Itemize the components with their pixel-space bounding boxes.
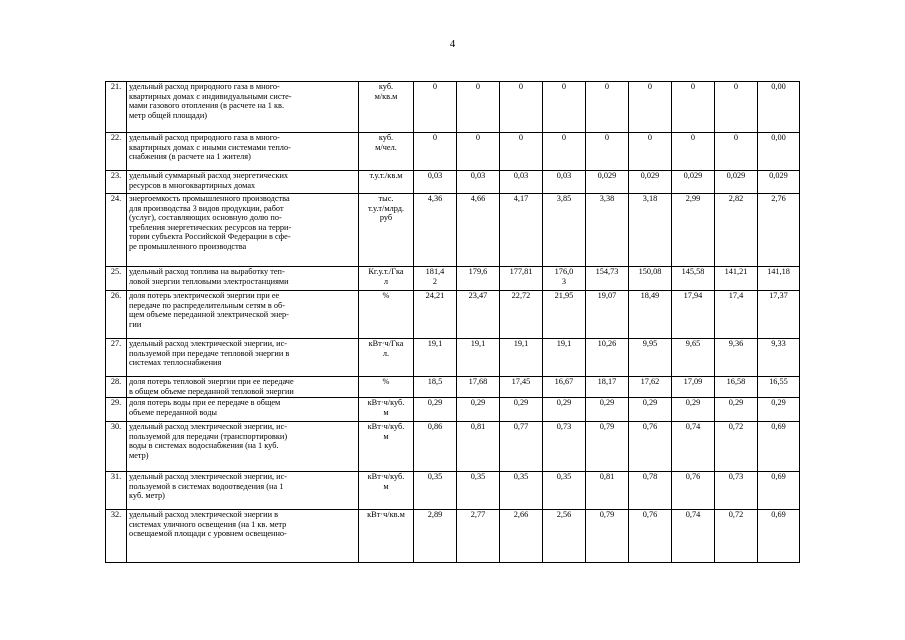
table-row: [106, 291, 800, 339]
value-cell: 4,36: [414, 194, 457, 267]
value-cell: 0: [715, 133, 758, 171]
value-cell: 3,85: [543, 194, 586, 267]
unit-cell: тыс. т.у.т/млрд. руб: [359, 194, 414, 267]
unit-cell: кВт·ч/куб. м: [359, 398, 414, 422]
indicators-table: [105, 81, 800, 563]
row-number: 27.: [106, 339, 127, 377]
value-cell: 0: [629, 133, 672, 171]
value-cell: 0,69: [758, 472, 800, 510]
table-row: [106, 82, 800, 133]
value-cell: 19,1: [414, 339, 457, 377]
value-cell: 0: [672, 82, 715, 133]
indicator-description: удельный расход электрической энергии, ис- пользуемой для передачи (транспортировки) воды в системах водоснабжения (на 1 куб. метр): [127, 422, 359, 472]
value-cell: 0: [543, 82, 586, 133]
value-cell: 0,29: [672, 398, 715, 422]
value-cell: 0,35: [457, 472, 500, 510]
value-cell: 0,00: [758, 133, 800, 171]
indicator-description: доля потерь тепловой энергии при ее передаче в общем объеме переданной тепловой энергии: [127, 377, 359, 398]
unit-cell: кВт·ч/куб. м: [359, 472, 414, 510]
table-row: [106, 171, 800, 194]
value-cell: 0,35: [543, 472, 586, 510]
value-cell: 0: [543, 133, 586, 171]
value-cell: 21,95: [543, 291, 586, 339]
unit-cell: %: [359, 291, 414, 339]
value-cell: 17,09: [672, 377, 715, 398]
indicator-description: доля потерь воды при ее передаче в общем объеме переданной воды: [127, 398, 359, 422]
unit-cell: т.у.т./кв.м: [359, 171, 414, 194]
value-cell: 0,029: [715, 171, 758, 194]
value-cell: 18,5: [414, 377, 457, 398]
value-cell: 0,76: [629, 422, 672, 472]
value-cell: 0,29: [715, 398, 758, 422]
value-cell: 0,72: [715, 422, 758, 472]
unit-cell: Кг.у.т./Гка л: [359, 267, 414, 291]
value-cell: 17,45: [500, 377, 543, 398]
table-row: [106, 194, 800, 267]
value-cell: 150,08: [629, 267, 672, 291]
value-cell: 0,29: [586, 398, 629, 422]
indicator-description: удельный расход электрической энергии, ис- пользуемой при передаче тепловой энергии в системах теплоснабжения: [127, 339, 359, 377]
value-cell: 0,29: [500, 398, 543, 422]
unit-cell: %: [359, 377, 414, 398]
value-cell: 3,38: [586, 194, 629, 267]
row-number: 21.: [106, 82, 127, 133]
unit-cell: куб. м/чел.: [359, 133, 414, 171]
value-cell: 0,76: [629, 510, 672, 563]
value-cell: 0: [586, 133, 629, 171]
value-cell: 0,029: [758, 171, 800, 194]
table-row: [106, 133, 800, 171]
value-cell: 18,49: [629, 291, 672, 339]
value-cell: 9,95: [629, 339, 672, 377]
page-number: 4: [449, 38, 456, 50]
value-cell: 0,81: [457, 422, 500, 472]
value-cell: 0,81: [586, 472, 629, 510]
value-cell: 141,18: [758, 267, 800, 291]
value-cell: 16,67: [543, 377, 586, 398]
value-cell: 0: [414, 133, 457, 171]
value-cell: 0,03: [414, 171, 457, 194]
unit-cell: кВт·ч/Гка л.: [359, 339, 414, 377]
table-row: [106, 510, 800, 563]
value-cell: 177,81: [500, 267, 543, 291]
value-cell: 0: [500, 133, 543, 171]
value-cell: 0,69: [758, 422, 800, 472]
value-cell: 0: [672, 133, 715, 171]
table-row: [106, 472, 800, 510]
value-cell: 0,29: [758, 398, 800, 422]
row-number: 25.: [106, 267, 127, 291]
value-cell: 4,66: [457, 194, 500, 267]
value-cell: 0: [715, 82, 758, 133]
value-cell: 0,69: [758, 510, 800, 563]
value-cell: 0,35: [500, 472, 543, 510]
value-cell: 0,78: [629, 472, 672, 510]
value-cell: 0,74: [672, 510, 715, 563]
value-cell: 0,029: [586, 171, 629, 194]
value-cell: 0: [629, 82, 672, 133]
value-cell: 0: [457, 82, 500, 133]
value-cell: 0,29: [414, 398, 457, 422]
value-cell: 145,58: [672, 267, 715, 291]
value-cell: 2,82: [715, 194, 758, 267]
value-cell: 0,03: [500, 171, 543, 194]
indicator-description: удельный суммарный расход энергетических ресурсов в многоквартирных домах: [127, 171, 359, 194]
value-cell: 2,66: [500, 510, 543, 563]
value-cell: 17,68: [457, 377, 500, 398]
value-cell: 0,29: [543, 398, 586, 422]
value-cell: 0,76: [672, 472, 715, 510]
value-cell: 9,36: [715, 339, 758, 377]
value-cell: 9,65: [672, 339, 715, 377]
value-cell: 0,86: [414, 422, 457, 472]
value-cell: 19,1: [500, 339, 543, 377]
table-row: [106, 267, 800, 291]
row-number: 24.: [106, 194, 127, 267]
value-cell: 16,55: [758, 377, 800, 398]
indicator-description: доля потерь электрической энергии при ее передаче по распределительным сетям в об- щем объеме переданной электрической энер- гии: [127, 291, 359, 339]
value-cell: 0,29: [629, 398, 672, 422]
value-cell: 9,33: [758, 339, 800, 377]
value-cell: 0: [457, 133, 500, 171]
value-cell: 2,89: [414, 510, 457, 563]
value-cell: 0,73: [543, 422, 586, 472]
value-cell: 0,72: [715, 510, 758, 563]
indicator-description: удельный расход природного газа в много- квартирных домах с индивидуальными систе- мами газового отопления (в расчете на 1 кв. метр общей площади): [127, 82, 359, 133]
value-cell: 0,77: [500, 422, 543, 472]
value-cell: 17,62: [629, 377, 672, 398]
value-cell: 17,4: [715, 291, 758, 339]
value-cell: 3,18: [629, 194, 672, 267]
row-number: 32.: [106, 510, 127, 563]
value-cell: 16,58: [715, 377, 758, 398]
value-cell: 0,29: [457, 398, 500, 422]
value-cell: 4,17: [500, 194, 543, 267]
value-cell: 2,77: [457, 510, 500, 563]
value-cell: 0,029: [629, 171, 672, 194]
value-cell: 18,17: [586, 377, 629, 398]
indicator-description: энергоемкость промышленного производства для производства 3 видов продукции, работ (услуг), составляющих основную долю по- требления энергетических ресурсов на терри- тории субъекта Российской Федерации в сфе- ре промышленного производства: [127, 194, 359, 267]
value-cell: 0,73: [715, 472, 758, 510]
row-number: 26.: [106, 291, 127, 339]
indicator-description: удельный расход электрической энергии, ис- пользуемой в системах водоотведения (на 1 куб. метр): [127, 472, 359, 510]
value-cell: 2,56: [543, 510, 586, 563]
table-row: [106, 339, 800, 377]
table-row: [106, 377, 800, 398]
value-cell: 17,94: [672, 291, 715, 339]
unit-cell: кВт·ч/куб. м: [359, 422, 414, 472]
indicator-description: удельный расход топлива на выработку теп- ловой энергии тепловыми электростанциями: [127, 267, 359, 291]
value-cell: 0,00: [758, 82, 800, 133]
table-row: [106, 422, 800, 472]
value-cell: 24,21: [414, 291, 457, 339]
unit-cell: куб. м/кв.м: [359, 82, 414, 133]
value-cell: 0,03: [457, 171, 500, 194]
row-number: 31.: [106, 472, 127, 510]
value-cell: 0,74: [672, 422, 715, 472]
unit-cell: кВт·ч/кв.м: [359, 510, 414, 563]
value-cell: 10,26: [586, 339, 629, 377]
value-cell: 17,37: [758, 291, 800, 339]
value-cell: 154,73: [586, 267, 629, 291]
row-number: 28.: [106, 377, 127, 398]
indicator-description: удельный расход электрической энергии в системах уличного освещения (на 1 кв. метр освещаемой площади с уровнем освещенно-: [127, 510, 359, 563]
value-cell: 0: [414, 82, 457, 133]
row-number: 23.: [106, 171, 127, 194]
row-number: 22.: [106, 133, 127, 171]
value-cell: 0: [586, 82, 629, 133]
value-cell: 0,79: [586, 510, 629, 563]
row-number: 29.: [106, 398, 127, 422]
value-cell: 19,1: [457, 339, 500, 377]
value-cell: 176,0 3: [543, 267, 586, 291]
row-number: 30.: [106, 422, 127, 472]
value-cell: 22,72: [500, 291, 543, 339]
value-cell: 0,79: [586, 422, 629, 472]
value-cell: 0: [500, 82, 543, 133]
value-cell: 179,6: [457, 267, 500, 291]
value-cell: 19,07: [586, 291, 629, 339]
value-cell: 0,35: [414, 472, 457, 510]
value-cell: 19,1: [543, 339, 586, 377]
value-cell: 0,029: [672, 171, 715, 194]
value-cell: 2,76: [758, 194, 800, 267]
value-cell: 23,47: [457, 291, 500, 339]
indicator-description: удельный расход природного газа в много- квартирных домах с иными системами тепло- снабжения (в расчете на 1 жителя): [127, 133, 359, 171]
value-cell: 181,4 2: [414, 267, 457, 291]
table-row: [106, 398, 800, 422]
value-cell: 0,03: [543, 171, 586, 194]
value-cell: 141,21: [715, 267, 758, 291]
value-cell: 2,99: [672, 194, 715, 267]
